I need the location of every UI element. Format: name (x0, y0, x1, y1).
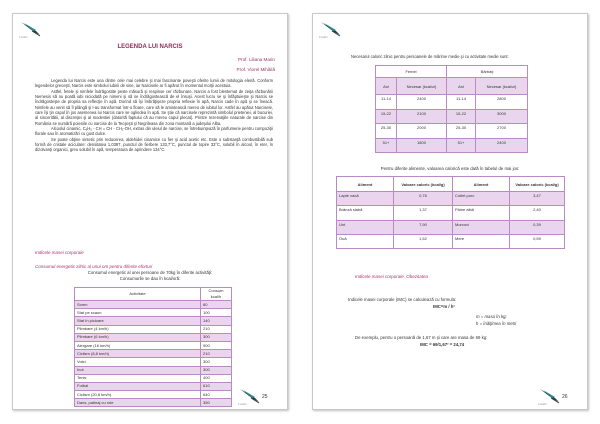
table-row (376, 138, 528, 153)
quill-logo-icon (237, 386, 261, 406)
activity-table (74, 287, 232, 407)
food-cell: Ouă (337, 234, 394, 248)
column-header-need: Necesar (kcal/zi) (397, 78, 447, 95)
age-cell: 11-14 (376, 95, 397, 110)
quill-logo-icon (537, 386, 561, 406)
value-cell: 210 (201, 325, 232, 333)
food-cell: Morcovi (453, 220, 510, 234)
value-cell: 400 (201, 374, 232, 382)
table-row (75, 301, 232, 309)
paragraph-2: Astfel, fetele şi nimfele îndrăgostite peste măsură şi respinse cer răzbunare. Narcis a fost blestemat de zeiţa răzbunării Nemesis să nu poată iubi niciodată pe nimeni şi să se îndrăgostească de el însuşi. Acest lucru se şi înfăptuieşte şi Narcis se îndrăgosteşte de propria sa reflecţie în apă. Dorind să îşi îmbrăţişeze propria reflexie în apă, Narcis cade în apă şi se îneacă. Nimfele au venit să îl plângă şi l-au transformat într-o floare, care să le amintească mereu de iubitul lor. Astfel au apărut Narcisele, care îşi ţin capul în jos asemenea lui Narcis care se oglindea în apă. Se ştie că narcisele reprezintă simbolul prieteniei, al bucuriei, al sinceritătii, al discreţiei şi al modestiei (datorită faptului că au mereu capul plecat). Printre rezervaţiile naturale de narcise din România se numără poienile cu narcise de la Tecşeşti şi Negrileasa din zona montană a judeţului Alba. (35, 88, 273, 126)
section-heading: Indicele masei corporale (35, 250, 84, 255)
age-cell: 51+ (376, 138, 397, 153)
value-cell: 300 (201, 358, 232, 366)
food-calorie-table (336, 176, 565, 249)
daily-calorie-table (375, 65, 528, 153)
value-cell: 1,37 (394, 206, 453, 220)
table-row (75, 333, 232, 341)
paragraph-3: Alcoolul cinamic, C₆H₅ - CH = CH - CH₂-OH, extras din uleiul de narcise, se întrebuinţează în parfumerie pentru compoziţii florale sau în aromatizări cu gust dulce. (35, 126, 273, 137)
table-row (376, 124, 528, 139)
legend-height: h = înălţimea în metri (476, 321, 517, 326)
activity-cell: Alergare (16 km/h) (75, 341, 201, 349)
value-cell: 2800 (476, 95, 528, 110)
quill-logo-icon (18, 19, 42, 39)
author-2: Prof. Viorel Mihăilă (236, 67, 275, 72)
paragraph-1: Legenda lui Narcis este una dintre cele mai celebre şi mai fascinante poveşti oferite lumii de mitologia elenă. Conform legendelor greceşti, Narcis este simbolul iubirii de sine, iar Narcisele ar fi apărut în momentul morţii acestuia. (35, 78, 273, 89)
value-cell: 640 (201, 391, 232, 399)
table-row (376, 95, 528, 110)
table-row (75, 366, 232, 374)
value-cell: 300 (201, 366, 232, 374)
activity-cell: Stat în picioare (75, 317, 201, 325)
food-cell: Pâine albă (453, 206, 510, 220)
value-cell: 3000 (476, 109, 528, 124)
formula-intro: Indicele masei corporale (IMC) se calculează cu formula: (348, 297, 457, 302)
table-row (75, 309, 232, 317)
age-cell: 25-30 (376, 124, 397, 139)
table-row (337, 192, 565, 206)
activity-cell: Plimbare (6 km/h) (75, 333, 201, 341)
value-cell: 2100 (397, 109, 447, 124)
age-cell: 25-30 (447, 124, 476, 139)
activity-cell: Fotbal (75, 382, 201, 390)
table-row (337, 220, 565, 234)
page-25 (12, 13, 288, 410)
food-intro: Pentru diferite alimente, valoarea calorică este dată în tabelul de mai jos: (380, 166, 520, 171)
value-cell: 900 (201, 341, 232, 349)
value-cell: 2000 (397, 124, 447, 139)
value-cell: 2,40 (510, 206, 565, 220)
subsection-heading: Consumul energetic zilnic al unui om pentru diferite eforturi (35, 264, 153, 269)
table-row (75, 325, 232, 333)
food-cell: Cotlet porc (453, 192, 510, 206)
value-cell: 610 (201, 382, 232, 390)
activity-cell: Stat pe scaun (75, 309, 201, 317)
table-row (75, 374, 232, 382)
table-row (337, 206, 565, 220)
author-1: Prof. Liliana Marin (237, 57, 275, 62)
page-number: 25 (262, 394, 268, 400)
age-cell: 15-22 (376, 109, 397, 124)
group-header-women: Femei (376, 66, 447, 78)
value-cell: 80 (201, 301, 232, 309)
column-header-need: Necesar (kcal/zi) (476, 78, 528, 95)
column-header-calorie: Valoare caloric (kcal/g) (394, 177, 453, 192)
table-row (376, 109, 528, 124)
value-cell: 2400 (476, 138, 528, 153)
svg-text:Creativ: Creativ (319, 35, 328, 39)
activity-cell: Plimbare (4 km/h) (75, 325, 201, 333)
quill-logo-icon (318, 19, 342, 39)
value-cell: 1,52 (394, 234, 453, 248)
page-number: 26 (562, 394, 568, 400)
column-header-calorie: Valoare caloric (kcal/g) (510, 177, 565, 192)
value-cell: 0,59 (510, 234, 565, 248)
column-header-age: Ani (447, 78, 476, 95)
example-result: IMC = 69/1,67² = 24,74 (420, 342, 465, 347)
value-cell: 0,39 (510, 220, 565, 234)
value-cell: 7,90 (394, 220, 453, 234)
value-cell: 2400 (397, 95, 447, 110)
column-header-food: Aliment (337, 177, 394, 192)
table-row (75, 358, 232, 366)
food-cell: Mere (453, 234, 510, 248)
table-row (75, 382, 232, 390)
column-header-consumption: Consum kcal/h (201, 288, 232, 301)
example-intro: De exemplu, pentru o persoană de 1,67 m şi care are masa de 69 kg: (355, 335, 488, 340)
svg-text:Creativ: Creativ (19, 35, 28, 39)
value-cell: 140 (201, 317, 232, 325)
calorie-intro (335, 54, 567, 59)
table-row (337, 234, 565, 248)
page-title: LEGENDA LUI NARCIS (117, 44, 183, 50)
food-cell: Lapte vacă (337, 192, 394, 206)
group-header-men: Bărbaţi (447, 66, 528, 78)
activity-cell: Volei (75, 358, 201, 366)
column-header-food: Aliment (453, 177, 510, 192)
table-row (75, 391, 232, 399)
table-row (75, 341, 232, 349)
paragraph-4: Se poate obţine sintetic prin reducerea, aldehidei cinamice cu fier şi acid acetic etc. Este o substanţă combustibilă sub formă de cristale aciculare: densitatea 1,0397, punctul de fierbere 133,7°C, punctul de topire 33°C, solubil în alcool, în eter, în dizolvanţi organici, greu solubil în apă, temperatura de aprindere 134°C. (35, 136, 273, 153)
value-cell: 350 (201, 399, 232, 407)
activity-cell: Inot (75, 366, 201, 374)
value-cell: 3,47 (510, 192, 565, 206)
activity-cell: Ciclism (8,8 km/h) (75, 350, 201, 358)
activity-cell: Ciclism (20,8 km/h) (75, 391, 201, 399)
legend-mass: m = masa în kg; (476, 314, 507, 319)
value-cell: 1800 (397, 138, 447, 153)
column-header-age: Ani (376, 78, 397, 95)
activity-cell: Dans, patinaj cu role (75, 399, 201, 407)
value-cell: 0,76 (394, 192, 453, 206)
value-cell: 300 (201, 333, 232, 341)
svg-text:Creativ: Creativ (538, 402, 547, 406)
age-cell: 15-22 (447, 109, 476, 124)
svg-text:Creativ: Creativ (238, 402, 247, 406)
imc-formula: IMC=m / h² (433, 304, 455, 309)
value-cell: 210 (201, 350, 232, 358)
activity-cell: Somn (75, 301, 201, 309)
table-row (75, 350, 232, 358)
column-header-activity: Activitate (75, 288, 201, 301)
food-cell: Brânză slabă (337, 206, 394, 220)
activity-unit-note: Consumurile se dau în kcal/oră: (119, 276, 181, 281)
activity-intro: Consumul energetic al unei persoane de 70kg în diferite activităţi: (87, 270, 213, 275)
table-row (75, 317, 232, 325)
page-26 (312, 13, 588, 410)
table-row (75, 399, 232, 407)
age-cell: 11-14 (447, 95, 476, 110)
body-text (35, 78, 273, 153)
activity-cell: Tenis (75, 374, 201, 382)
age-cell: 51+ (447, 138, 476, 153)
value-cell: 100 (201, 309, 232, 317)
value-cell: 2700 (476, 124, 528, 139)
section-heading: Indicele masei corporale. Obezitatea (355, 274, 429, 279)
food-cell: Unt (337, 220, 394, 234)
calorie-intro-text: Necesarul caloric zilnic pentru persoanele de mărime medie şi cu activitate medie sunt: (351, 54, 509, 59)
